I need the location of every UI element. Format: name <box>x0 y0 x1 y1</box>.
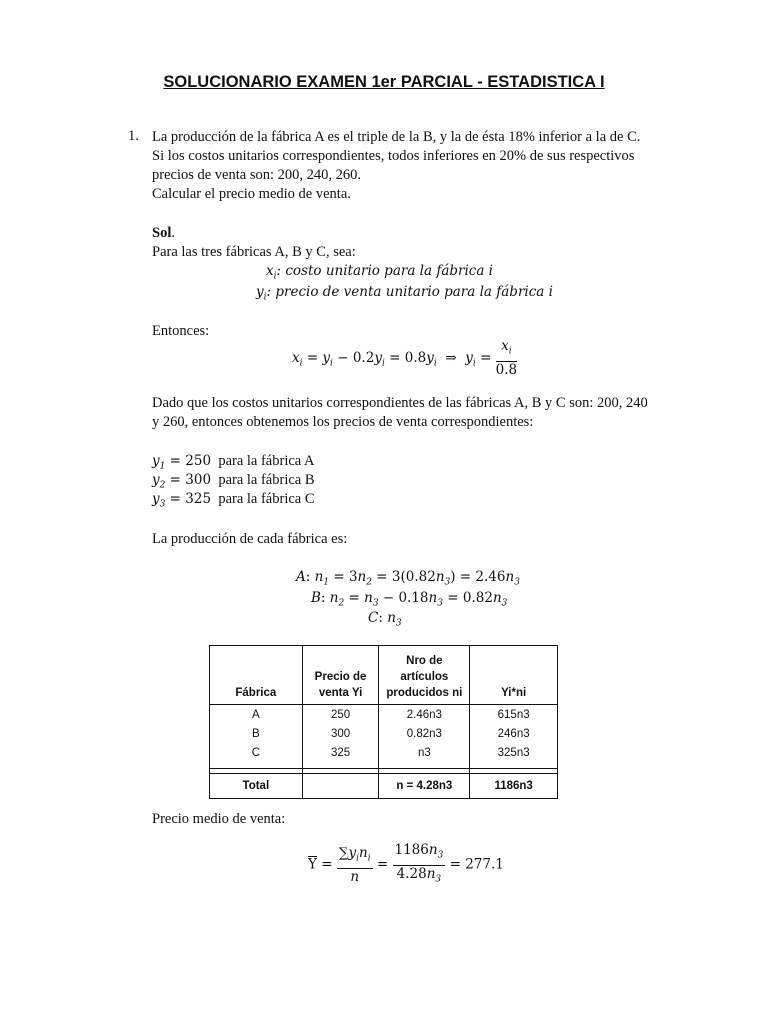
table-cell: 325 <box>302 743 379 769</box>
table-row <box>210 743 558 769</box>
table-cell: 2.46n3 <box>379 705 470 725</box>
table-row <box>210 705 558 725</box>
question-line: La producción de la fábrica A es el triple de la B, y la de ésta 18% inferior a la de C. <box>152 129 641 145</box>
produccion-label: La producción de cada fábrica es: <box>152 531 348 547</box>
table-cell: 250 <box>302 705 379 725</box>
table-cell: n3 <box>379 743 470 769</box>
y2-line: $y_2 = 300$ para la fábrica B <box>152 472 315 491</box>
table-cell: B <box>210 724 303 743</box>
header-nro: Nro de artículos producidos ni <box>379 646 470 705</box>
table-cell: 300 <box>302 724 379 743</box>
table-cell: 325n3 <box>470 743 558 769</box>
production-table <box>209 645 558 799</box>
solution-label: Sol. <box>152 225 175 241</box>
question-line: precios de venta son: 200, 240, 260. <box>152 167 362 183</box>
header-precio: Precio de venta Yi <box>302 646 379 705</box>
y3-line: $y_3 = 325$ para la fábrica C <box>152 491 315 510</box>
precio-medio-label: Precio medio de venta: <box>152 811 286 827</box>
table-cell: 246n3 <box>470 724 558 743</box>
table-cell: 1186n3 <box>470 774 558 799</box>
table-cell: Total <box>210 774 303 799</box>
definition-x: $x_i$: costo unitario para la fábrica i <box>266 263 494 282</box>
table-header-row <box>210 646 558 705</box>
page-title: SOLUCIONARIO EXAMEN 1er PARCIAL - ESTADISTICA I <box>163 73 605 91</box>
header-fabrica: Fábrica <box>210 646 303 705</box>
table-cell: n = 4.28n3 <box>379 774 470 799</box>
dado-line: y 260, entonces obtenemos los precios de venta correspondientes: <box>152 414 534 430</box>
table-row <box>210 724 558 743</box>
equation-b: B: $n_2 = n_3 - 0.18n_3 = 0.82n_3$ <box>311 590 508 609</box>
table-total-row <box>210 774 558 799</box>
solution-intro: Para las tres fábricas A, B y C, sea: <box>152 244 356 260</box>
dado-line: Dado que los costos unitarios correspondientes de las fábricas A, B y C son: 200, 240 <box>152 395 648 411</box>
mean-equation: $\overline{Y}$ = $\frac{\sum y_in_i}{n}$ = $\frac{1186n_3}{4.28n_3}$ = 277.1 <box>308 842 504 885</box>
question-number: 1. <box>128 128 139 144</box>
equation-x-y: $x_i = y_i - 0.2y_i = 0.8y_i$ ⇒ $y_i$ = $\frac{x_i}{0.8}$ <box>292 338 518 378</box>
entonces-label: Entonces: <box>152 323 210 339</box>
table-cell: 0.82n3 <box>379 724 470 743</box>
definition-y: $y_i$: precio de venta unitario para la fábrica i <box>256 284 553 303</box>
equation-c: C: $n_3$ <box>368 610 402 629</box>
equation-a: A: $n_1 = 3n_2 = 3(0.82n_3) = 2.46n_3$ <box>296 569 520 588</box>
table-cell: A <box>210 705 303 725</box>
table-cell <box>302 774 379 799</box>
header-yini: Yi*ni <box>470 646 558 705</box>
table-cell: 615n3 <box>470 705 558 725</box>
question-line: Calcular el precio medio de venta. <box>152 186 351 202</box>
table-cell: C <box>210 743 303 769</box>
question-line: Si los costos unitarios correspondientes, todos inferiores en 20% de sus respectivos <box>152 148 635 164</box>
y1-line: $y_1 = 250$ para la fábrica A <box>152 453 315 472</box>
